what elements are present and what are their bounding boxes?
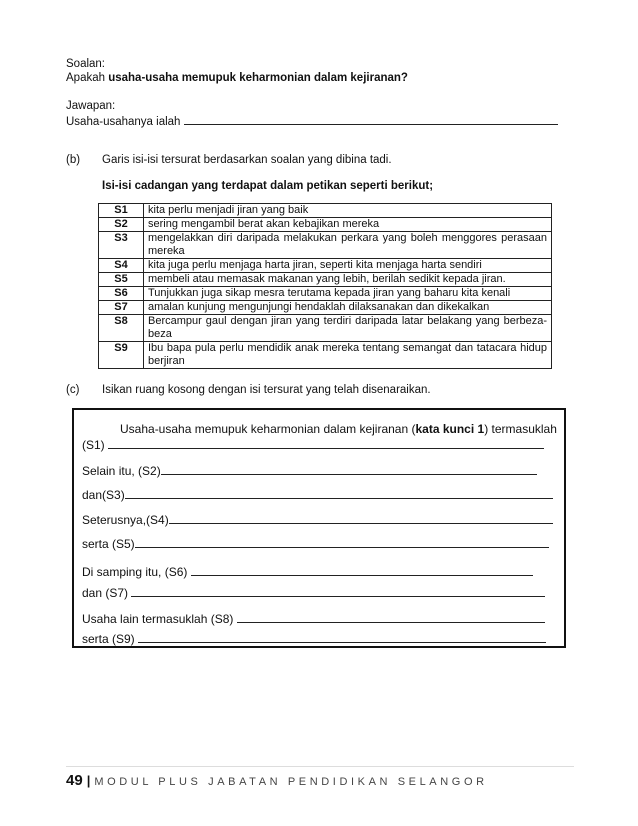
isi-text: mengelakkan diri daripada melakukan perkara yang boleh menggores perasaan mereka (144, 232, 552, 259)
page-number: 49 (66, 772, 83, 789)
question-prefix: Apakah (66, 72, 109, 84)
s2-label: Selain itu, (S2) (82, 464, 161, 478)
isi-code: S5 (99, 273, 144, 287)
isi-text: Ibu bapa pula perlu mendidik anak mereka tentang semangat dan tatacara hidup berjiran (144, 342, 552, 369)
s9-label: serta (S9) (82, 632, 139, 646)
page-footer (66, 772, 488, 789)
isi-text: Bercampur gaul dengan jiran yang terdiri daripada latar belakang yang berbeza-beza (144, 315, 552, 342)
isi-row (99, 218, 552, 232)
s1-label: (S1) (82, 438, 109, 452)
s7-label: dan (S7) (82, 586, 132, 600)
s3-blank[interactable] (125, 488, 553, 499)
isi-code: S4 (99, 259, 144, 273)
isi-row (99, 259, 552, 273)
box-line-s2 (82, 464, 537, 478)
isi-text: membeli atau memasak makanan yang lebih, berilah sedikit kepada jiran. (144, 273, 552, 287)
box-line-s7 (82, 586, 545, 600)
s2-blank[interactable] (161, 464, 537, 475)
isi-row (99, 232, 552, 259)
isi-row (99, 315, 552, 342)
isi-code: S2 (99, 218, 144, 232)
part-c-marker: (c) (66, 384, 80, 396)
isi-row (99, 342, 552, 369)
s9-blank[interactable] (138, 632, 546, 643)
box-line-s4 (82, 513, 553, 527)
isi-text: sering mengambil berat akan kebajikan mereka (144, 218, 552, 232)
isi-code: S1 (99, 204, 144, 218)
isi-table (98, 203, 552, 369)
isi-row (99, 204, 552, 218)
jawapan-label: Jawapan: (66, 100, 116, 112)
isi-row (99, 301, 552, 315)
part-b-instruction: Garis isi-isi tersurat berdasarkan soalan yang dibina tadi. (102, 154, 392, 166)
box-line-s1 (82, 438, 544, 452)
question-bold: usaha-usaha memupuk keharmonian dalam kejiranan? (108, 72, 408, 84)
box-line-s5 (82, 537, 549, 551)
isi-text: kita perlu menjadi jiran yang baik (144, 204, 552, 218)
box-intro-keyword: kata kunci 1 (415, 422, 485, 436)
part-b-marker: (b) (66, 154, 81, 166)
box-intro-suffix: ) termasuklah (484, 422, 557, 436)
s8-label: Usaha lain termasuklah (S8) (82, 612, 237, 626)
isi-code: S7 (99, 301, 144, 315)
s4-blank[interactable] (169, 513, 553, 524)
box-line-s3 (82, 488, 553, 502)
s6-label: Di samping itu, (S6) (82, 565, 191, 579)
isi-text: kita juga perlu menjaga harta jiran, seperti kita menjaga harta sendiri (144, 259, 552, 273)
isi-text: amalan kunjung mengunjungi hendaklah dilaksanakan dan dikekalkan (144, 301, 552, 315)
part-c-instruction: Isikan ruang kosong dengan isi tersurat yang telah disenaraikan. (102, 384, 431, 396)
footer-rule (66, 766, 574, 767)
box-line-s6 (82, 565, 533, 579)
question-line (66, 72, 408, 84)
s6-blank[interactable] (191, 565, 533, 576)
answer-blank[interactable] (184, 114, 558, 125)
isi-text: Tunjukkan juga sikap mesra terutama kepada jiran yang baharu kita kenali (144, 287, 552, 301)
isi-code: S8 (99, 315, 144, 342)
s5-label: serta (S5) (82, 537, 135, 551)
footer-title: MODUL PLUS JABATAN PENDIDIKAN SELANGOR (94, 776, 488, 788)
answer-line (66, 114, 558, 128)
box-line-s9 (82, 632, 546, 646)
s5-blank[interactable] (135, 537, 549, 548)
isi-code: S9 (99, 342, 144, 369)
box-intro-prefix: Usaha-usaha memupuk keharmonian dalam kejiranan ( (120, 422, 416, 436)
box-intro (120, 422, 557, 436)
answer-prefix: Usaha-usahanya ialah (66, 116, 184, 128)
isi-code: S6 (99, 287, 144, 301)
s3-label: dan(S3) (82, 488, 125, 502)
box-line-s8 (82, 612, 545, 626)
isi-row (99, 287, 552, 301)
fill-in-box (72, 408, 566, 648)
footer-separator: | (86, 773, 91, 788)
s4-label: Seterusnya,(S4) (82, 513, 169, 527)
s1-blank[interactable] (108, 438, 544, 449)
s8-blank[interactable] (237, 612, 545, 623)
s7-blank[interactable] (131, 586, 545, 597)
soalan-label: Soalan: (66, 58, 106, 70)
part-b-subheading: Isi-isi cadangan yang terdapat dalam petikan seperti berikut; (102, 180, 434, 192)
isi-row (99, 273, 552, 287)
isi-code: S3 (99, 232, 144, 259)
